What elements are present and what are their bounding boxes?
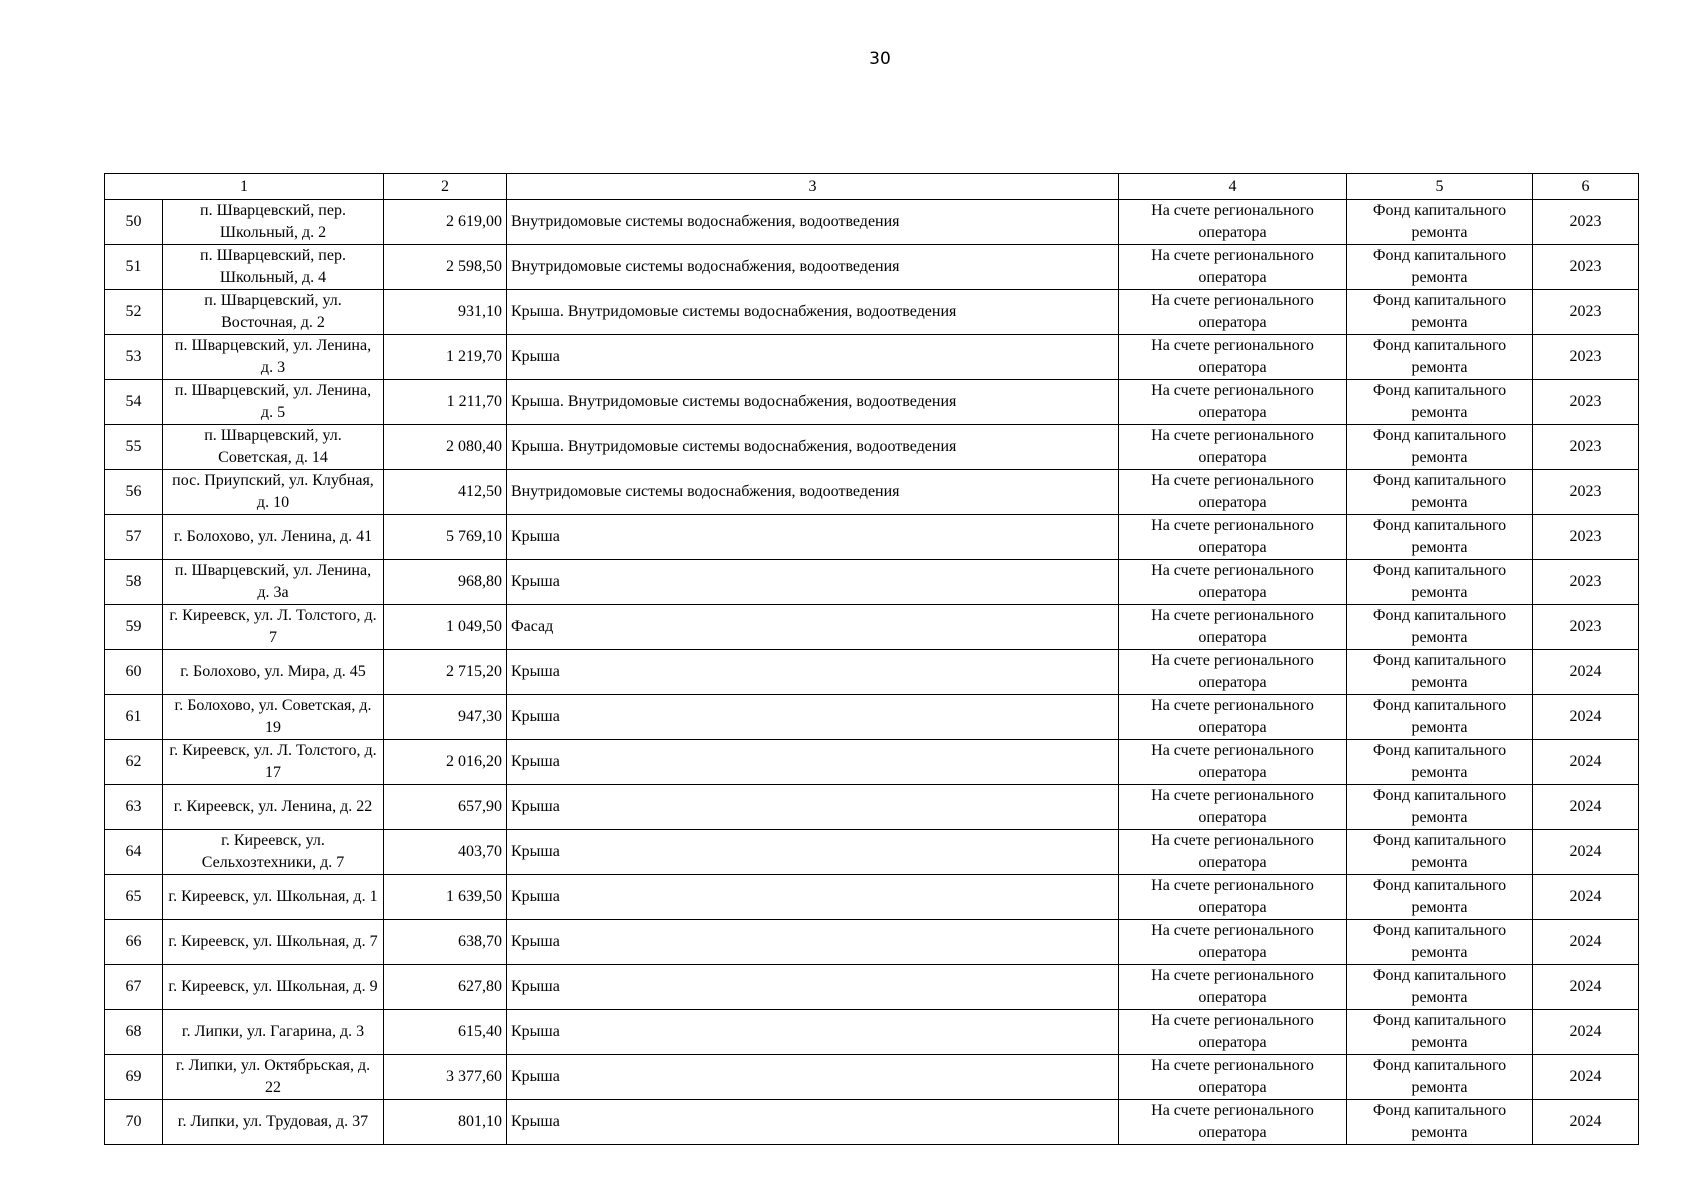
header-cell-3: 3 bbox=[507, 174, 1119, 200]
row-year: 2023 bbox=[1533, 380, 1639, 425]
row-area: 1 049,50 bbox=[384, 605, 507, 650]
row-number: 55 bbox=[105, 425, 163, 470]
row-account: На счете регионального оператора bbox=[1119, 650, 1347, 695]
row-funding-source: Фонд капитального ремонта bbox=[1347, 200, 1533, 245]
row-number: 70 bbox=[105, 1100, 163, 1145]
row-number: 51 bbox=[105, 245, 163, 290]
table-row bbox=[105, 875, 1639, 920]
table-row bbox=[105, 245, 1639, 290]
table-row bbox=[105, 335, 1639, 380]
row-area: 2 619,00 bbox=[384, 200, 507, 245]
row-year: 2024 bbox=[1533, 1055, 1639, 1100]
row-funding-source: Фонд капитального ремонта bbox=[1347, 1010, 1533, 1055]
row-area: 2 016,20 bbox=[384, 740, 507, 785]
row-works: Крыша bbox=[507, 335, 1119, 380]
table-header-row bbox=[105, 174, 1639, 200]
row-address: п. Шварцевский, пер. Школьный, д. 4 bbox=[163, 245, 384, 290]
row-works: Крыша bbox=[507, 515, 1119, 560]
row-number: 62 bbox=[105, 740, 163, 785]
row-account: На счете регионального оператора bbox=[1119, 830, 1347, 875]
row-number: 64 bbox=[105, 830, 163, 875]
row-funding-source: Фонд капитального ремонта bbox=[1347, 290, 1533, 335]
row-funding-source: Фонд капитального ремонта bbox=[1347, 560, 1533, 605]
row-year: 2023 bbox=[1533, 335, 1639, 380]
row-works: Крыша bbox=[507, 965, 1119, 1010]
table-row bbox=[105, 1055, 1639, 1100]
row-funding-source: Фонд капитального ремонта bbox=[1347, 425, 1533, 470]
row-funding-source: Фонд капитального ремонта bbox=[1347, 785, 1533, 830]
table-row bbox=[105, 470, 1639, 515]
header-cell-5: 5 bbox=[1347, 174, 1533, 200]
row-funding-source: Фонд капитального ремонта bbox=[1347, 830, 1533, 875]
row-area: 968,80 bbox=[384, 560, 507, 605]
header-cell-4: 4 bbox=[1119, 174, 1347, 200]
row-works: Крыша bbox=[507, 1100, 1119, 1145]
row-funding-source: Фонд капитального ремонта bbox=[1347, 1055, 1533, 1100]
row-address: г. Киреевск, ул. Школьная, д. 1 bbox=[163, 875, 384, 920]
row-area: 2 598,50 bbox=[384, 245, 507, 290]
row-area: 1 211,70 bbox=[384, 380, 507, 425]
row-address: г. Болохово, ул. Ленина, д. 41 bbox=[163, 515, 384, 560]
row-works: Внутридомовые системы водоснабжения, водоотведения bbox=[507, 200, 1119, 245]
row-number: 68 bbox=[105, 1010, 163, 1055]
row-account: На счете регионального оператора bbox=[1119, 920, 1347, 965]
row-area: 947,30 bbox=[384, 695, 507, 740]
row-address: п. Шварцевский, ул. Восточная, д. 2 bbox=[163, 290, 384, 335]
row-funding-source: Фонд капитального ремонта bbox=[1347, 965, 1533, 1010]
row-address: п. Шварцевский, ул. Ленина, д. 3а bbox=[163, 560, 384, 605]
row-year: 2024 bbox=[1533, 695, 1639, 740]
row-account: На счете регионального оператора bbox=[1119, 1010, 1347, 1055]
row-address: г. Липки, ул. Октябрьская, д. 22 bbox=[163, 1055, 384, 1100]
row-year: 2023 bbox=[1533, 425, 1639, 470]
row-works: Крыша bbox=[507, 1055, 1119, 1100]
row-area: 5 769,10 bbox=[384, 515, 507, 560]
row-year: 2024 bbox=[1533, 875, 1639, 920]
page-number: 30 bbox=[869, 49, 891, 69]
table-row bbox=[105, 425, 1639, 470]
row-works: Внутридомовые системы водоснабжения, водоотведения bbox=[507, 245, 1119, 290]
row-account: На счете регионального оператора bbox=[1119, 470, 1347, 515]
table-row bbox=[105, 920, 1639, 965]
row-year: 2023 bbox=[1533, 290, 1639, 335]
table-row bbox=[105, 560, 1639, 605]
row-area: 403,70 bbox=[384, 830, 507, 875]
row-account: На счете регионального оператора bbox=[1119, 425, 1347, 470]
row-account: На счете регионального оператора bbox=[1119, 560, 1347, 605]
row-number: 53 bbox=[105, 335, 163, 380]
table-row bbox=[105, 965, 1639, 1010]
row-year: 2023 bbox=[1533, 560, 1639, 605]
row-number: 63 bbox=[105, 785, 163, 830]
table-row bbox=[105, 380, 1639, 425]
row-account: На счете регионального оператора bbox=[1119, 515, 1347, 560]
row-works: Фасад bbox=[507, 605, 1119, 650]
row-works: Крыша bbox=[507, 830, 1119, 875]
row-funding-source: Фонд капитального ремонта bbox=[1347, 650, 1533, 695]
row-works: Крыша. Внутридомовые системы водоснабжения, водоотведения bbox=[507, 290, 1119, 335]
row-works: Крыша bbox=[507, 875, 1119, 920]
row-account: На счете регионального оператора bbox=[1119, 1100, 1347, 1145]
row-account: На счете регионального оператора bbox=[1119, 875, 1347, 920]
row-funding-source: Фонд капитального ремонта bbox=[1347, 515, 1533, 560]
capital-repair-table bbox=[104, 173, 1639, 1145]
row-works: Крыша bbox=[507, 785, 1119, 830]
row-year: 2024 bbox=[1533, 920, 1639, 965]
row-funding-source: Фонд капитального ремонта bbox=[1347, 335, 1533, 380]
row-address: г. Киреевск, ул. Ленина, д. 22 bbox=[163, 785, 384, 830]
row-area: 931,10 bbox=[384, 290, 507, 335]
row-account: На счете регионального оператора bbox=[1119, 740, 1347, 785]
row-area: 638,70 bbox=[384, 920, 507, 965]
row-year: 2024 bbox=[1533, 830, 1639, 875]
table-row bbox=[105, 290, 1639, 335]
row-funding-source: Фонд капитального ремонта bbox=[1347, 605, 1533, 650]
row-account: На счете регионального оператора bbox=[1119, 605, 1347, 650]
row-year: 2024 bbox=[1533, 785, 1639, 830]
row-address: г. Липки, ул. Трудовая, д. 37 bbox=[163, 1100, 384, 1145]
row-area: 1 639,50 bbox=[384, 875, 507, 920]
table-row bbox=[105, 740, 1639, 785]
table-row bbox=[105, 515, 1639, 560]
row-address: г. Киреевск, ул. Школьная, д. 9 bbox=[163, 965, 384, 1010]
row-number: 56 bbox=[105, 470, 163, 515]
row-year: 2024 bbox=[1533, 1010, 1639, 1055]
row-area: 2 715,20 bbox=[384, 650, 507, 695]
row-area: 1 219,70 bbox=[384, 335, 507, 380]
row-address: г. Киреевск, ул. Л. Толстого, д. 17 bbox=[163, 740, 384, 785]
row-address: г. Киреевск, ул. Школьная, д. 7 bbox=[163, 920, 384, 965]
row-area: 412,50 bbox=[384, 470, 507, 515]
row-area: 657,90 bbox=[384, 785, 507, 830]
row-funding-source: Фонд капитального ремонта bbox=[1347, 380, 1533, 425]
header-cell-2: 2 bbox=[384, 174, 507, 200]
row-year: 2023 bbox=[1533, 470, 1639, 515]
row-address: пос. Приупский, ул. Клубная, д. 10 bbox=[163, 470, 384, 515]
row-number: 66 bbox=[105, 920, 163, 965]
row-address: г. Липки, ул. Гагарина, д. 3 bbox=[163, 1010, 384, 1055]
table-row bbox=[105, 200, 1639, 245]
row-works: Крыша. Внутридомовые системы водоснабжения, водоотведения bbox=[507, 425, 1119, 470]
row-year: 2023 bbox=[1533, 245, 1639, 290]
row-address: г. Киреевск, ул. Сельхозтехники, д. 7 bbox=[163, 830, 384, 875]
row-number: 60 bbox=[105, 650, 163, 695]
row-account: На счете регионального оператора bbox=[1119, 1055, 1347, 1100]
row-account: На счете регионального оператора bbox=[1119, 965, 1347, 1010]
row-address: г. Болохово, ул. Мира, д. 45 bbox=[163, 650, 384, 695]
row-works: Внутридомовые системы водоснабжения, водоотведения bbox=[507, 470, 1119, 515]
table-row bbox=[105, 695, 1639, 740]
row-number: 69 bbox=[105, 1055, 163, 1100]
row-account: На счете регионального оператора bbox=[1119, 785, 1347, 830]
row-account: На счете регионального оператора bbox=[1119, 245, 1347, 290]
row-works: Крыша bbox=[507, 650, 1119, 695]
row-area: 615,40 bbox=[384, 1010, 507, 1055]
row-area: 801,10 bbox=[384, 1100, 507, 1145]
row-works: Крыша bbox=[507, 695, 1119, 740]
row-year: 2024 bbox=[1533, 965, 1639, 1010]
row-works: Крыша. Внутридомовые системы водоснабжения, водоотведения bbox=[507, 380, 1119, 425]
row-funding-source: Фонд капитального ремонта bbox=[1347, 470, 1533, 515]
row-funding-source: Фонд капитального ремонта bbox=[1347, 1100, 1533, 1145]
row-works: Крыша bbox=[507, 1010, 1119, 1055]
table-row bbox=[105, 785, 1639, 830]
row-works: Крыша bbox=[507, 560, 1119, 605]
row-address: п. Шварцевский, пер. Школьный, д. 2 bbox=[163, 200, 384, 245]
row-works: Крыша bbox=[507, 920, 1119, 965]
row-number: 54 bbox=[105, 380, 163, 425]
row-area: 627,80 bbox=[384, 965, 507, 1010]
row-area: 3 377,60 bbox=[384, 1055, 507, 1100]
row-address: п. Шварцевский, ул. Ленина, д. 5 bbox=[163, 380, 384, 425]
row-year: 2023 bbox=[1533, 605, 1639, 650]
row-number: 67 bbox=[105, 965, 163, 1010]
row-funding-source: Фонд капитального ремонта bbox=[1347, 740, 1533, 785]
table-row bbox=[105, 650, 1639, 695]
row-area: 2 080,40 bbox=[384, 425, 507, 470]
row-funding-source: Фонд капитального ремонта bbox=[1347, 875, 1533, 920]
row-account: На счете регионального оператора bbox=[1119, 335, 1347, 380]
header-cell-1: 1 bbox=[105, 174, 384, 200]
row-works: Крыша bbox=[507, 740, 1119, 785]
table-row bbox=[105, 1010, 1639, 1055]
row-number: 65 bbox=[105, 875, 163, 920]
row-account: На счете регионального оператора bbox=[1119, 380, 1347, 425]
row-address: г. Киреевск, ул. Л. Толстого, д. 7 bbox=[163, 605, 384, 650]
row-year: 2023 bbox=[1533, 200, 1639, 245]
row-funding-source: Фонд капитального ремонта bbox=[1347, 245, 1533, 290]
row-number: 52 bbox=[105, 290, 163, 335]
row-number: 61 bbox=[105, 695, 163, 740]
header-cell-6: 6 bbox=[1533, 174, 1639, 200]
row-number: 59 bbox=[105, 605, 163, 650]
table-row bbox=[105, 605, 1639, 650]
row-number: 58 bbox=[105, 560, 163, 605]
row-address: г. Болохово, ул. Советская, д. 19 bbox=[163, 695, 384, 740]
table-row bbox=[105, 830, 1639, 875]
row-account: На счете регионального оператора bbox=[1119, 200, 1347, 245]
row-year: 2024 bbox=[1533, 740, 1639, 785]
row-year: 2024 bbox=[1533, 1100, 1639, 1145]
row-funding-source: Фонд капитального ремонта bbox=[1347, 920, 1533, 965]
row-year: 2024 bbox=[1533, 650, 1639, 695]
row-funding-source: Фонд капитального ремонта bbox=[1347, 695, 1533, 740]
row-number: 50 bbox=[105, 200, 163, 245]
row-number: 57 bbox=[105, 515, 163, 560]
row-year: 2023 bbox=[1533, 515, 1639, 560]
row-address: п. Шварцевский, ул. Советская, д. 14 bbox=[163, 425, 384, 470]
table-row bbox=[105, 1100, 1639, 1145]
row-account: На счете регионального оператора bbox=[1119, 290, 1347, 335]
row-address: п. Шварцевский, ул. Ленина, д. 3 bbox=[163, 335, 384, 380]
row-account: На счете регионального оператора bbox=[1119, 695, 1347, 740]
